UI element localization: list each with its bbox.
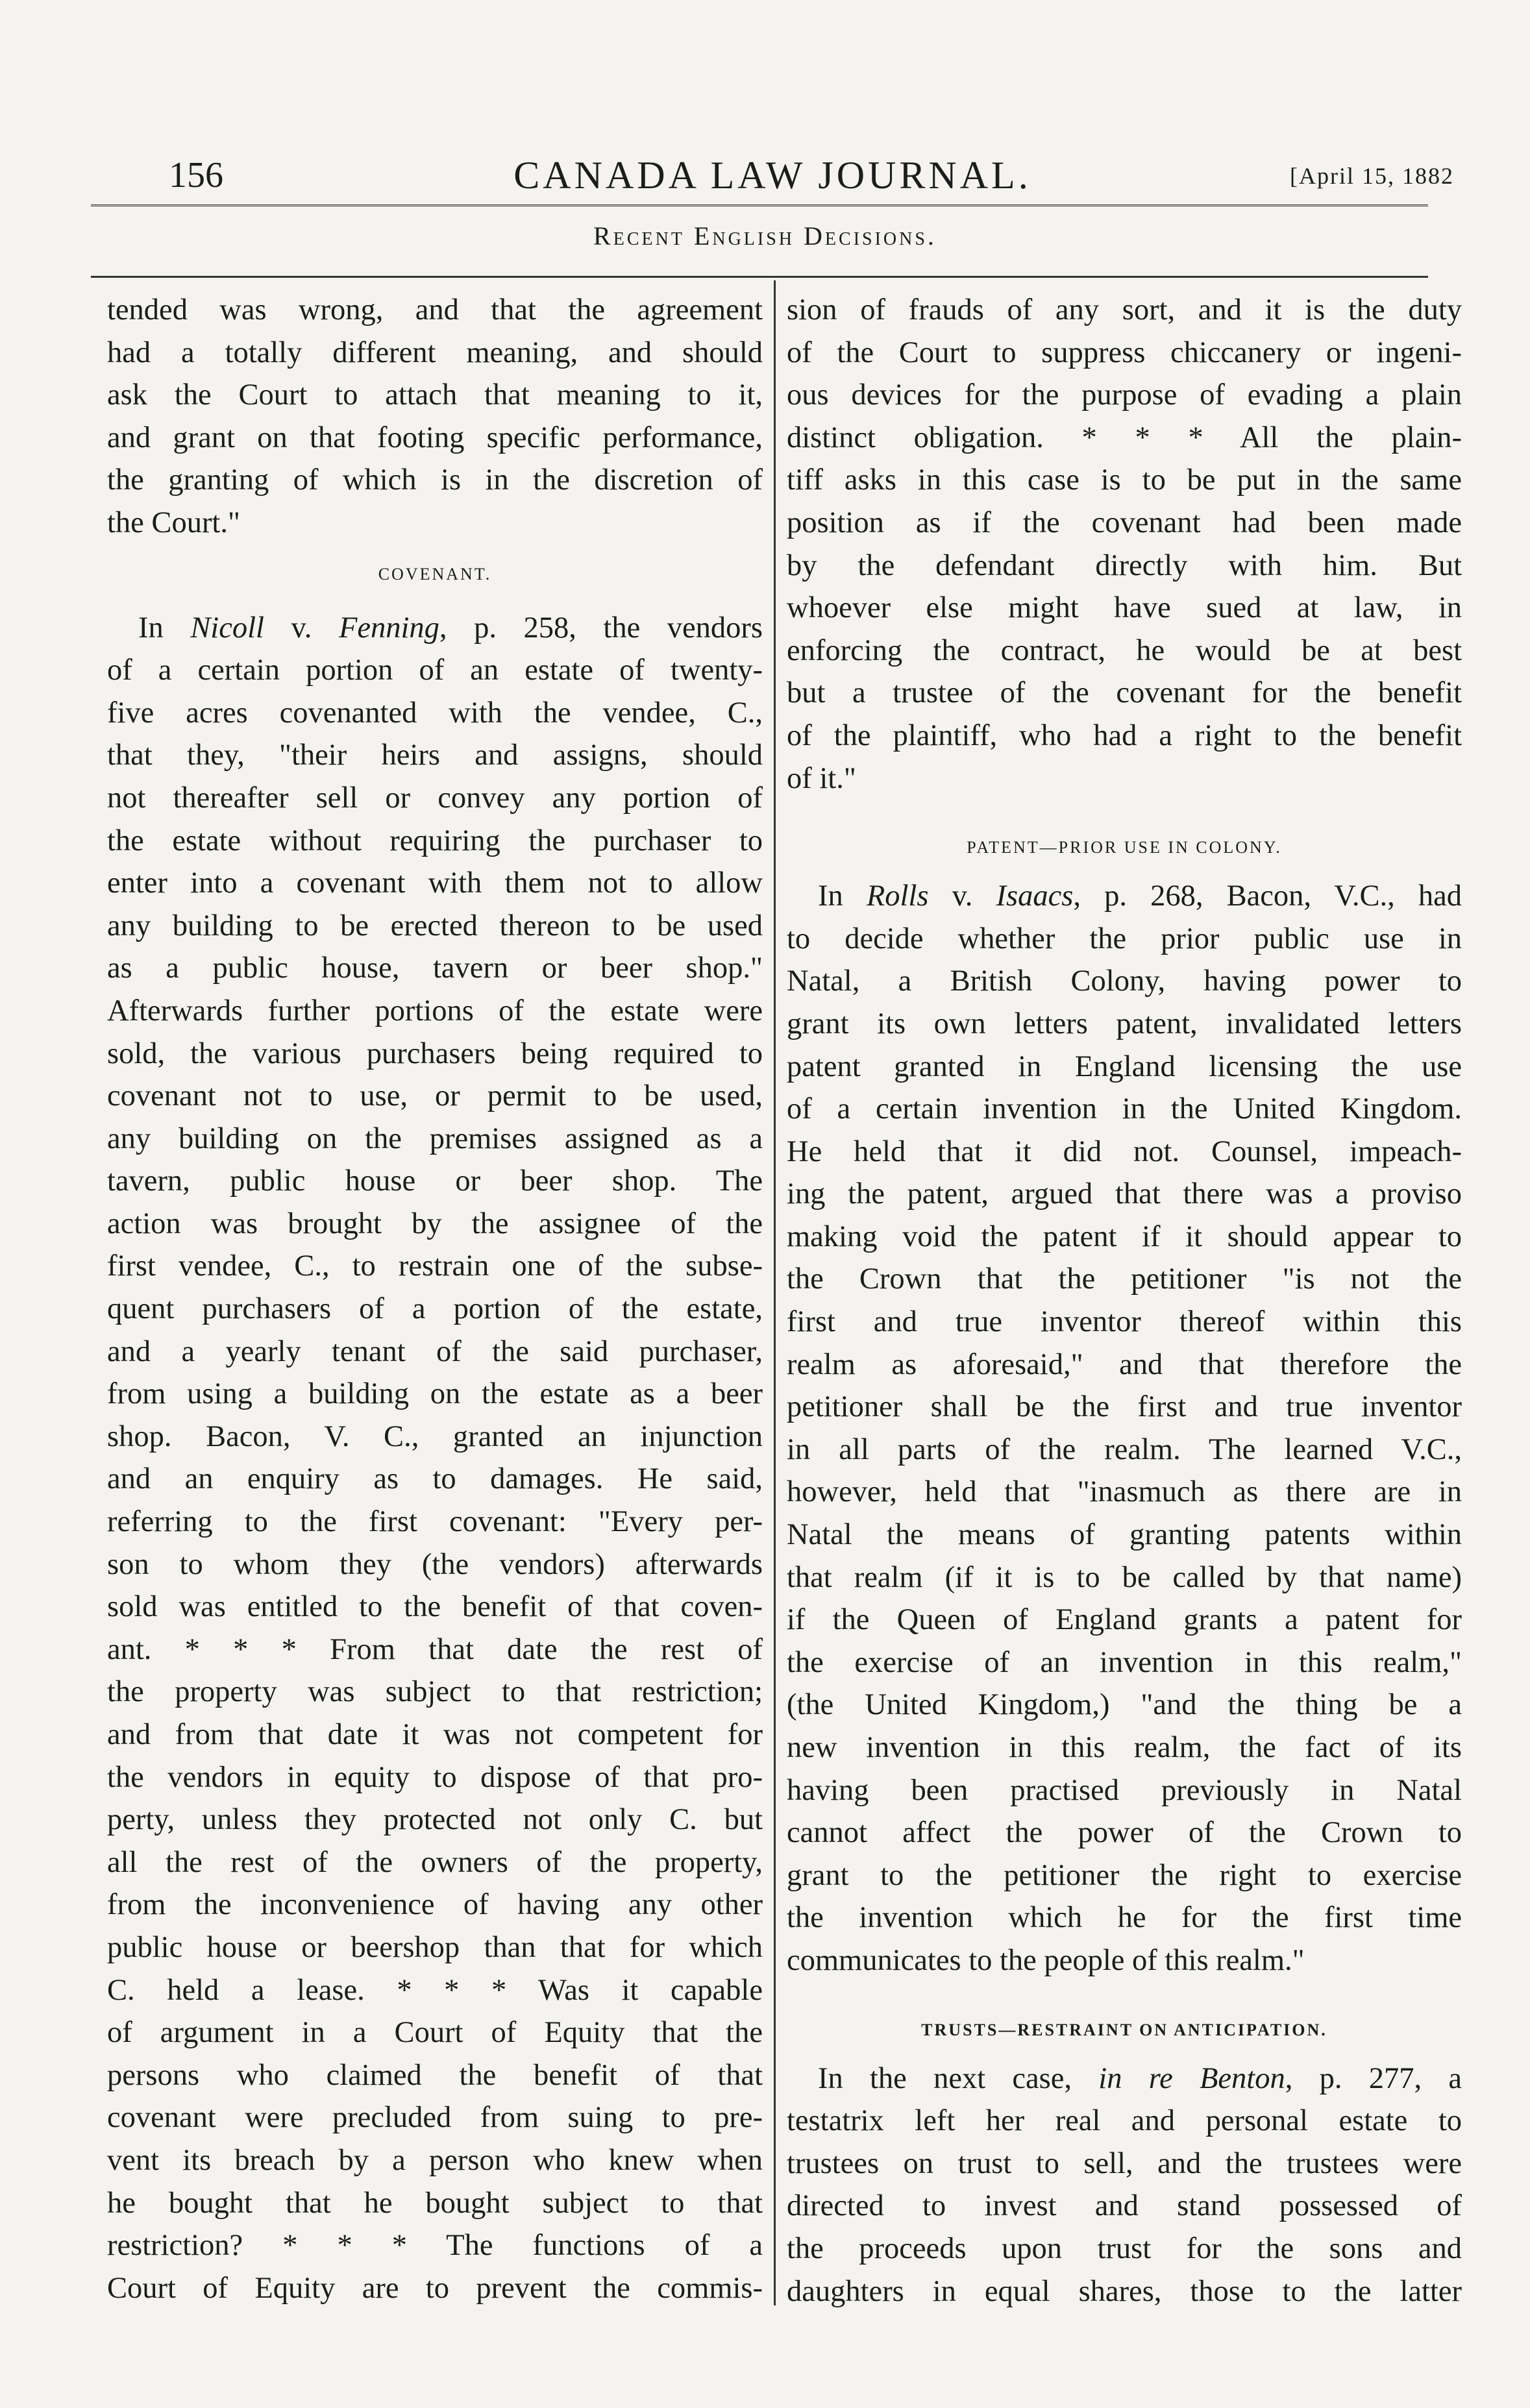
case-name: in re Benton [1098,2061,1285,2095]
case-citation: , p. 258, the vendors [439,611,763,645]
text-line: ous devices for the purpose of evading a plain [787,378,1462,412]
text-line: of it." [787,761,856,795]
header-rule [91,204,1428,210]
text-line [107,607,763,650]
text-line: trustees on trust to sell, and the trustees were [787,2146,1462,2180]
case-citation: , p. 268, Bacon, V.C., had [1073,879,1462,913]
text-line: tended was wrong, and that the agreement [107,293,763,326]
text-line: the vendors in equity to dispose of that pro- [107,1760,763,1794]
case-versus: v. [264,611,339,645]
text-line: making void the patent if it should appear to [787,1220,1462,1253]
text-line: new invention in this realm, the fact of its [787,1731,1462,1764]
text-line: tiff asks in this case is to be put in the same [787,463,1462,497]
text-line: and a yearly tenant of the said purchaser, [107,1334,763,1368]
text-line: if the Queen of England grants a patent for [787,1603,1462,1637]
text-line: referring to the first covenant: "Every per- [107,1505,763,1539]
text-line: vent its breach by a person who knew when [107,2143,763,2177]
section-title: Recent English Decisions. [593,221,937,251]
text-line: sion of frauds of any sort, and it is the duty [787,293,1462,326]
text-line: five acres covenanted with the vendee, C., [107,696,763,730]
paragraph-covenant [107,607,763,2310]
case-prefix: In [138,611,191,645]
paragraph-patent [787,875,1462,1982]
text-line: from using a building on the estate as a beer [107,1377,763,1411]
text-line: of the plaintiff, who had a right to the benefit [787,719,1462,752]
text-line: action was brought by the assignee of the [107,1207,763,1240]
issue-date: [April 15, 1882 [1290,163,1454,189]
case-versus: v. [928,879,996,913]
text-line: quent purchasers of a portion of the estate, [107,1292,763,1326]
paragraph-covenant-continued [787,289,1462,800]
text-line: grant to the petitioner the right to exercise [787,1858,1462,1892]
text-line: testatrix left her real and personal estate to [787,2104,1462,2138]
text-line: enforcing the contract, he would be at best [787,633,1462,667]
text-line: any building to be erected thereon to be used [107,909,763,942]
text-line: that realm (if it is to be called by that name) [787,1560,1462,1594]
text-line: Court of Equity are to prevent the commis- [107,2271,763,2305]
paragraph-trusts [787,2058,1462,2313]
text-line: shop. Bacon, V. C., granted an injunction [107,1419,763,1453]
text-line: C. held a lease. * * * Was it capable [107,1973,763,2007]
text-line: perty, unless they protected not only C. but [107,1803,763,1837]
text-line: (the United Kingdom,) "and the thing be a [787,1688,1462,1722]
text-line: the Crown that the petitioner "is not the [787,1262,1462,1296]
right-column [787,289,1462,2313]
text-line: son to whom they (the vendors) afterwards [107,1547,763,1581]
text-line: directed to invest and stand possessed of [787,2189,1462,2223]
text-line: daughters in equal shares, those to the latter [787,2274,1462,2308]
text-line: but a trustee of the covenant for the benefit [787,676,1462,710]
text-line: Natal, a British Colony, having power to [787,964,1462,998]
case-prefix: In [818,879,867,913]
text-line: to decide whether the prior public use in [787,922,1462,955]
text-line: position as if the covenant had been made [787,506,1462,539]
text-line: the proceeds upon trust for the sons and [787,2231,1462,2265]
text-line: from the inconvenience of having any other [107,1888,763,1922]
text-line: patent granted in England licensing the use [787,1050,1462,1083]
text-line: that they, "their heirs and assigns, should [107,739,763,772]
text-line: the invention which he for the first time [787,1901,1462,1935]
text-line: all the rest of the owners of the property, [107,1845,763,1879]
case-citation: , p. 277, a [1285,2061,1462,2095]
text-line: and grant on that footing specific performance, [107,421,763,454]
text-line: sold, the various purchasers being required to [107,1037,763,1070]
text-line: realm as aforesaid," and that therefore the [787,1347,1462,1381]
text-line: by the defendant directly with him. But [787,548,1462,582]
heading-covenant: COVENANT. [378,564,492,584]
text-line: ask the Court to attach that meaning to it, [107,378,763,412]
text-line: of a certain portion of an estate of twenty- [107,654,763,687]
text-line: tavern, public house or beer shop. The [107,1164,763,1198]
text-line [787,875,1462,918]
text-line: the granting of which is in the discretion of [107,463,763,497]
text-line: the property was subject to that restriction; [107,1675,763,1709]
running-head [91,148,1454,200]
text-line: not thereafter sell or convey any portion of [107,781,763,815]
case-name: Rolls [866,879,929,913]
case-name: Isaacs [996,879,1074,913]
text-line: the estate without requiring the purchaser to [107,824,763,857]
text-line: enter into a covenant with them not to allow [107,866,763,900]
text-line: ant. * * * From that date the rest of [107,1632,763,1666]
case-name: Nicoll [190,611,264,645]
text-line: first and true inventor thereof within this [787,1305,1462,1339]
left-column [107,289,763,2309]
text-line: and an enquiry as to damages. He said, [107,1462,763,1496]
text-line: of argument in a Court of Equity that the [107,2016,763,2050]
text-line: cannot affect the power of the Crown to [787,1816,1462,1850]
text-line: communicates to the people of this realm." [787,1943,1305,1977]
case-prefix: In the next case, [818,2061,1099,2095]
text-line: having been practised previously in Natal [787,1773,1462,1807]
text-line: had a totally different meaning, and should [107,336,763,369]
text-line: as a public house, tavern or beer shop." [107,952,763,985]
text-line: covenant were precluded from suing to pre- [107,2101,763,2135]
text-line: in all parts of the realm. The learned V.C., [787,1432,1462,1466]
text-line: however, held that "inasmuch as there are in [787,1475,1462,1509]
text-line: He held that it did not. Counsel, impeach- [787,1135,1462,1168]
text-line: of the Court to suppress chiccanery or ingeni- [787,336,1462,369]
journal-title: CANADA LAW JOURNAL. [513,154,1031,197]
case-name: Fenning [338,611,439,645]
text-line: of a certain invention in the United Kingdom. [787,1092,1462,1126]
text-line [787,2058,1462,2100]
text-line: restriction? * * * The functions of a [107,2229,763,2263]
text-line: covenant not to use, or permit to be used, [107,1079,763,1113]
text-line: any building on the premises assigned as a [107,1122,763,1155]
section-rule [91,276,1428,278]
page-number: 156 [169,155,223,195]
text-line: persons who claimed the benefit of that [107,2058,763,2092]
text-line: petitioner shall be the first and true inventor [787,1390,1462,1424]
text-line: the exercise of an invention in this realm," [787,1645,1462,1679]
heading-trusts: TRUSTS—RESTRAINT ON ANTICIPATION. [921,2020,1327,2039]
heading-patent: PATENT—PRIOR USE IN COLONY. [967,838,1282,857]
column-divider [774,280,776,2305]
text-line: sold was entitled to the benefit of that coven- [107,1590,763,1624]
text-line: public house or beershop than that for which [107,1930,763,1964]
text-line: he bought that he bought subject to that [107,2186,763,2220]
text-line: first vendee, C., to restrain one of the subse- [107,1249,763,1283]
text-line: whoever else might have sued at law, in [787,591,1462,625]
text-line: ing the patent, argued that there was a proviso [787,1177,1462,1211]
paragraph-intro [107,289,763,545]
text-line: grant its own letters patent, invalidated letters [787,1007,1462,1040]
text-line: Natal the means of granting patents within [787,1518,1462,1552]
text-line: distinct obligation. * * * All the plain- [787,421,1462,454]
text-line: and from that date it was not competent for [107,1718,763,1751]
text-line: Afterwards further portions of the estate were [107,994,763,1027]
text-line: the Court." [107,506,240,539]
